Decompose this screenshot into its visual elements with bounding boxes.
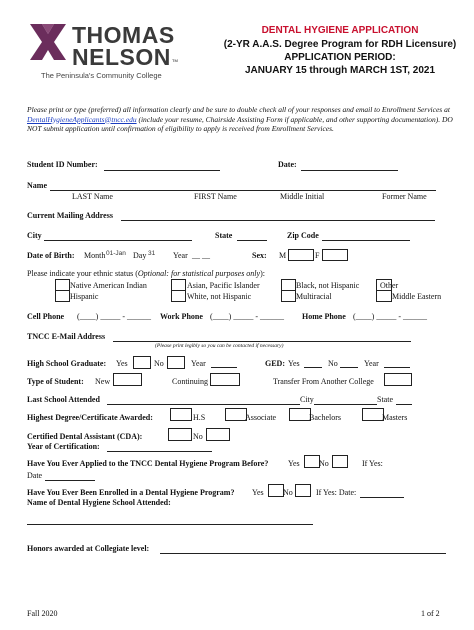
eth-middle-eastern-checkbox[interactable] [376, 290, 392, 302]
eth-asian-label: Asian, Pacific Islander [187, 281, 260, 290]
former-name-caption: Former Name [382, 192, 427, 201]
date-label: Date: [278, 160, 297, 169]
sex-female-label: F [315, 251, 320, 260]
logo-line-2: NELSON [72, 44, 171, 70]
last-school-state-label: State [377, 395, 393, 404]
middle-initial-caption: Middle Initial [280, 192, 325, 201]
ged-no-field[interactable] [340, 367, 358, 368]
ged-yes-label: Yes [288, 359, 300, 368]
ged-no-label: No [328, 359, 338, 368]
applied-if-yes-label: If Yes: [362, 459, 383, 468]
eth-native-label: Native American Indian [70, 281, 147, 290]
date-field[interactable] [301, 170, 398, 171]
type-continuing-checkbox[interactable] [210, 373, 240, 386]
hs-no-checkbox[interactable] [167, 356, 185, 369]
cert-year-label: Year of Certification: [27, 442, 100, 451]
hs-year-field[interactable] [211, 367, 237, 368]
name-field[interactable] [50, 190, 436, 191]
type-transfer-label: Transfer From Another College [273, 377, 374, 386]
city-field[interactable] [44, 240, 192, 241]
type-new-label: New [95, 377, 111, 386]
last-school-field[interactable] [107, 404, 300, 405]
eth-other-label: Other [380, 281, 399, 290]
degree-hs-checkbox[interactable] [170, 408, 192, 421]
footer-term: Fall 2020 [27, 609, 58, 618]
program-subtitle: (2-YR A.A.S. Degree Program for RDH Licensure) [223, 39, 457, 50]
eth-white-checkbox[interactable] [171, 290, 186, 302]
last-school-city-field[interactable] [314, 404, 377, 405]
ethnic-prompt: Please indicate your ethnic status (Optional: for statistical purposes only): [27, 269, 265, 278]
zip-field[interactable] [322, 240, 410, 241]
type-transfer-checkbox[interactable] [384, 373, 412, 386]
cda-label: Certified Dental Assistant (CDA): [27, 432, 143, 441]
hs-no-label: No [154, 359, 164, 368]
legible-note: (Please print legibly so you can be contacted if necessary) [155, 343, 284, 349]
enrolled-no-label: No [283, 488, 293, 497]
highest-degree-label: Highest Degree/Certificate Awarded: [27, 413, 153, 422]
degree-associate-checkbox[interactable] [225, 408, 247, 421]
applied-yes-checkbox[interactable] [304, 455, 320, 468]
type-continuing-label: Continuing [172, 377, 209, 386]
cell-phone-label: Cell Phone [27, 312, 65, 321]
applied-before-label: Have You Ever Applied to the TNCC Dental Hygiene Program Before? [27, 459, 269, 468]
cell-phone-field[interactable]: (____) _____ - ______ [77, 312, 151, 321]
applied-date-label: Date [27, 471, 43, 480]
degree-masters-checkbox[interactable] [362, 408, 384, 421]
logo-line-1: THOMAS [72, 22, 175, 48]
degree-bachelors-label: Bachelors [309, 413, 341, 422]
cda-no-checkbox[interactable] [206, 428, 230, 441]
ged-year-label: Year [364, 359, 379, 368]
home-phone-field[interactable]: (____) _____ - ______ [353, 312, 427, 321]
instructions-paragraph: Please print or type (preferred) all information clearly and be sure to double check all of your responses and email to Enrollment Services at DentalHygieneApplicants@tncc.edu (include your resume, Chairside Assisting Form if applicable, and other supporting documentation). DO NOT submit application until confirmation of eligibility to apply is received from Enrollment Services. [27, 105, 453, 133]
last-school-label: Last School Attended [27, 395, 100, 404]
dh-school-field[interactable] [27, 524, 313, 525]
last-school-state-field[interactable] [396, 404, 412, 405]
dob-month-prefix: Month [84, 251, 106, 260]
cert-year-field[interactable] [107, 451, 212, 452]
applied-no-label: No [319, 459, 329, 468]
footer-page-number: 1 of 2 [421, 609, 440, 618]
enrolled-if-yes-label: If Yes: Date: [316, 488, 357, 497]
work-phone-field[interactable]: (____) _____ - ______ [210, 312, 284, 321]
student-id-field[interactable] [104, 170, 220, 171]
eth-middle-eastern-label: Middle Eastern [392, 292, 442, 301]
sex-male-label: M [279, 251, 287, 260]
ged-year-field[interactable] [384, 367, 410, 368]
work-phone-label: Work Phone [160, 312, 203, 321]
eth-white-label: White, not Hispanic [187, 292, 252, 301]
degree-hs-label: H.S [193, 413, 206, 422]
zip-label: Zip Code [287, 231, 319, 240]
eth-multiracial-checkbox[interactable] [281, 290, 296, 302]
state-field[interactable] [237, 240, 267, 241]
applied-date-field[interactable] [45, 480, 95, 481]
logo-tagline: The Peninsula's Community College [41, 71, 162, 80]
student-type-label: Type of Student: [27, 377, 84, 386]
ged-label: GED: [265, 359, 285, 368]
logo-trademark: TM [172, 58, 178, 63]
enrolled-yes-label: Yes [252, 488, 264, 497]
applied-no-checkbox[interactable] [332, 455, 348, 468]
eth-hispanic-label: Hispanic [70, 292, 99, 301]
dob-day-select[interactable]: 31 [148, 250, 156, 257]
hs-yes-label: Yes [116, 359, 128, 368]
first-name-caption: FIRST Name [194, 192, 237, 201]
degree-bachelors-checkbox[interactable] [289, 408, 311, 421]
eth-black-label: Black, not Hispanic [296, 281, 360, 290]
honors-label: Honors awarded at Collegiate level: [27, 544, 150, 553]
email-field[interactable] [113, 341, 411, 342]
application-title: DENTAL HYGIENE APPLICATION [261, 25, 419, 36]
enrolled-date-field[interactable] [360, 497, 404, 498]
student-id-label: Student ID Number: [27, 160, 98, 169]
mailing-address-field[interactable] [121, 220, 435, 221]
city-label: City [27, 231, 42, 240]
honors-field[interactable] [160, 553, 446, 554]
dob-month-select[interactable]: 01-Jan [106, 250, 126, 257]
degree-associate-label: Associate [245, 413, 277, 422]
sex-male-checkbox[interactable] [288, 249, 314, 261]
dob-year-field[interactable]: __ __ [192, 251, 210, 260]
hs-yes-checkbox[interactable] [133, 356, 151, 369]
enrolled-yes-checkbox[interactable] [268, 484, 284, 497]
period-dates: JANUARY 15 through MARCH 1ST, 2021 [244, 65, 436, 76]
eth-multiracial-label: Multiracial [296, 292, 332, 301]
applied-yes-label: Yes [288, 459, 300, 468]
last-name-caption: LAST Name [72, 192, 113, 201]
sex-female-checkbox[interactable] [322, 249, 348, 261]
state-label: State [215, 231, 233, 240]
ged-yes-field[interactable] [304, 367, 322, 368]
sex-label: Sex: [252, 251, 267, 260]
type-new-checkbox[interactable] [113, 373, 142, 386]
tncc-logo-icon [30, 24, 66, 60]
mailing-address-label: Current Mailing Address [27, 211, 113, 220]
enrolled-before-label: Have You Ever Been Enrolled in a Dental Hygiene Program? [27, 488, 235, 497]
dob-label: Date of Birth: [27, 251, 75, 260]
email-label: TNCC E-Mail Address [27, 332, 106, 341]
dh-school-label: Name of Dental Hygiene School Attended: [27, 498, 171, 507]
name-label: Name [27, 181, 47, 190]
enrollment-email-link[interactable]: DentalHygieneApplicants@tncc.edu [27, 114, 137, 124]
degree-masters-label: Masters [382, 413, 408, 422]
hs-grad-label: High School Graduate: [27, 359, 107, 368]
eth-hispanic-checkbox[interactable] [55, 290, 70, 302]
dob-day-label: Day [133, 251, 147, 260]
hs-year-label: Year [191, 359, 206, 368]
home-phone-label: Home Phone [302, 312, 346, 321]
dob-year-label: Year [173, 251, 188, 260]
last-school-city-label: City [300, 395, 314, 404]
period-label: APPLICATION PERIOD: [284, 52, 396, 63]
enrolled-no-checkbox[interactable] [295, 484, 311, 497]
cda-yes-checkbox[interactable] [168, 428, 192, 441]
cda-no-label: No [193, 432, 203, 441]
